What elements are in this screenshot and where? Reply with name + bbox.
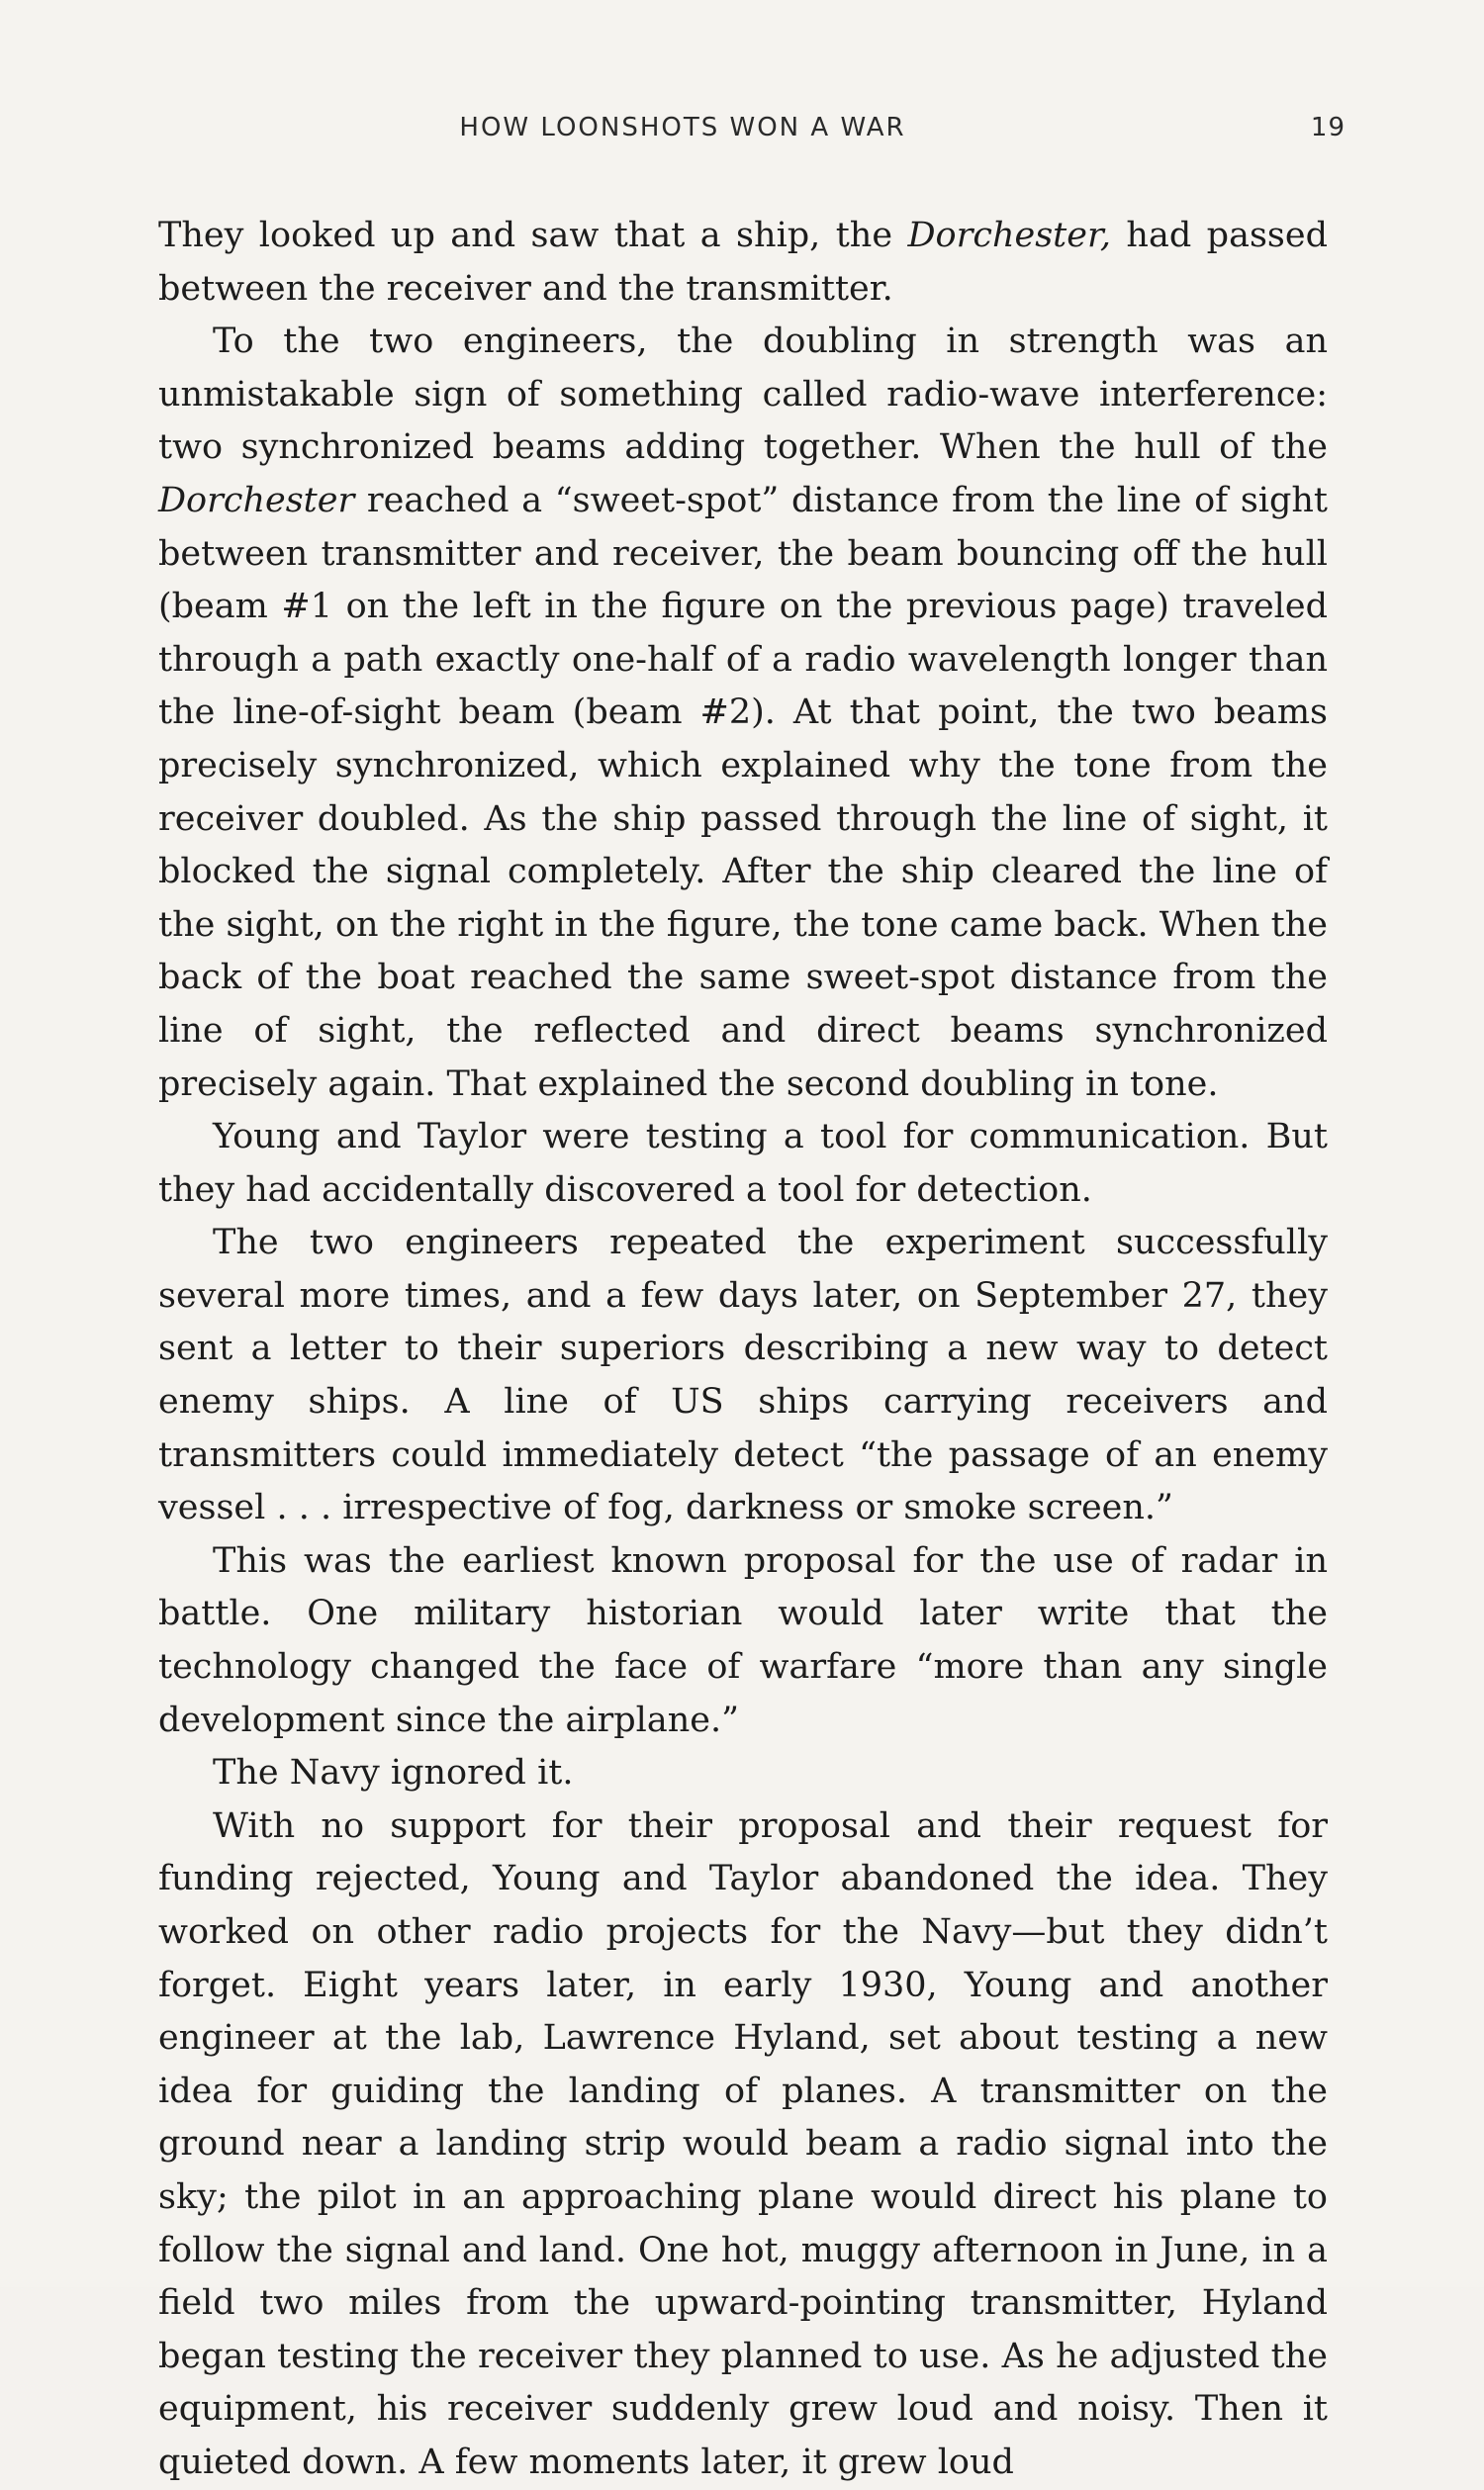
paragraph-4: The two engineers repeated the experiment successfully several more times, and a few days later, on September 27, they sent a letter to their superiors describing a new way to detect enemy ships. A line of US ships carrying receivers and transmitters could immediately detect “the passage of an enemy vessel . . . irrespective of fog, darkness or smoke screen.” xyxy=(158,1223,1328,1528)
paragraph-5: This was the earliest known proposal for the use of radar in battle. One military historian would later write that the technology changed the face of warfare “more than any single development since the airplane.” xyxy=(158,1540,1328,1740)
body-text xyxy=(158,210,1328,2490)
paragraph-2: To the two engineers, the doubling in strength was an unmistakable sign of something called radio-wave interference: two synchronized beams adding together. When the hull of the Dorchester reached a “sweet-spot” distance from the line of sight between transmitter and receiver, the beam bouncing off the hull (beam #1 on the left in the figure on the previous page) traveled through a path exactly one-half of a radio wavelength longer than the line-of-sight beam (beam #2). At that point, the two beams precisely synchronized, which explained why the tone from the receiver doubled. As the ship passed through the line of sight, it blocked the signal completely. After the ship cleared the line of the sight, on the right in the figure, the tone came back. When the back of the boat reached the same sweet-spot distance from the line of sight, the reflected and direct beams synchronized precisely again. That explained the second doubling in tone. xyxy=(158,322,1328,1104)
paragraph-6: The Navy ignored it. xyxy=(213,1753,574,1794)
paragraph-7: With no support for their proposal and their request for funding rejected, Young and Taylor abandoned the idea. They worked on other radio projects for the Navy—but they didn’t forget. Eight years later, in early 1930, Young and another engineer at the lab, Lawrence Hyland, set about testing a new idea for guiding the landing of planes. A transmitter on the ground near a landing strip would beam a radio signal into the sky; the pilot in an approaching plane would direct his plane to follow the signal and land. One hot, muggy afternoon in June, in a field two miles from the upward-pointing transmitter, Hyland began testing the receiver they planned to use. As he adjusted the equipment, his receiver suddenly grew loud and noisy. Then it quieted down. A few moments later, it grew loud xyxy=(158,1805,1328,2482)
paragraph-1: They looked up and saw that a ship, the Dorchester, had passed between the receiver and the transmitter. xyxy=(158,216,1328,309)
page-number: 19 xyxy=(1310,113,1345,142)
running-title: HOW LOONSHOTS WON A WAR xyxy=(459,113,906,142)
paragraph-3: Young and Taylor were testing a tool for communication. But they had accidentally discovered a tool for detection. xyxy=(158,1117,1328,1210)
running-head xyxy=(158,113,1345,152)
ship-name: Dorchester, xyxy=(907,216,1111,255)
ship-name: Dorchester xyxy=(158,480,355,520)
